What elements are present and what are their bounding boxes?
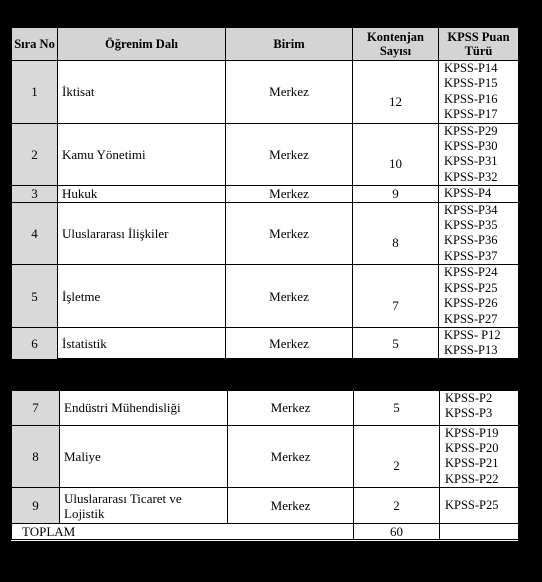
score-types: KPSS-P34 KPSS-P35 KPSS-P36 KPSS-P37 (439, 202, 519, 265)
total-empty-cell (440, 524, 519, 540)
row-number: 9 (12, 488, 60, 524)
score-types: KPSS-P24 KPSS-P25 KPSS-P26 KPSS-P27 (439, 265, 519, 328)
quota: 2 (354, 425, 440, 488)
total-value: 60 (354, 524, 440, 540)
quota-table-continued (11, 391, 519, 540)
row-number: 6 (12, 327, 58, 359)
table-row (12, 488, 519, 524)
quota: 10 (353, 123, 439, 186)
program-name: İktisat (58, 61, 226, 124)
score-types: KPSS-P2 KPSS-P3 (440, 391, 519, 425)
program-name: İşletme (58, 265, 226, 328)
program-name: Maliye (60, 425, 228, 488)
quota: 12 (353, 61, 439, 124)
table-row (12, 265, 519, 328)
row-number: 1 (12, 61, 58, 124)
score-types: KPSS-P19 KPSS-P20 KPSS-P21 KPSS-P22 (440, 425, 519, 488)
unit: Merkez (228, 488, 354, 524)
row-number: 2 (12, 123, 58, 186)
header-kontenjan: Kontenjan Sayısı (353, 28, 439, 61)
program-name: Kamu Yönetimi (58, 123, 226, 186)
table-row (12, 327, 519, 359)
table-row (12, 123, 519, 186)
header-puan-turu: KPSS Puan Türü (439, 28, 519, 61)
quota: 5 (354, 391, 440, 425)
unit: Merkez (226, 327, 353, 359)
quota: 8 (353, 202, 439, 265)
row-number: 3 (12, 186, 58, 202)
score-types: KPSS-P4 (439, 186, 519, 202)
row-number: 4 (12, 202, 58, 265)
score-types: KPSS- P12 KPSS-P13 (439, 327, 519, 359)
quota-table (11, 27, 519, 360)
header-sira: Sıra No (12, 28, 58, 61)
quota: 7 (353, 265, 439, 328)
header-birim: Birim (226, 28, 353, 61)
unit: Merkez (226, 61, 353, 124)
table-row (12, 61, 519, 124)
program-name: Uluslararası Ticaret ve Lojistik (60, 488, 228, 524)
table-row (12, 391, 519, 425)
unit: Merkez (226, 202, 353, 265)
unit: Merkez (228, 391, 354, 425)
unit: Merkez (226, 123, 353, 186)
table-row (12, 202, 519, 265)
row-number: 8 (12, 425, 60, 488)
program-name: Hukuk (58, 186, 226, 202)
table-page-1 (11, 27, 518, 358)
table-page-2 (11, 391, 518, 541)
score-types: KPSS-P14 KPSS-P15 KPSS-P16 KPSS-P17 (439, 61, 519, 124)
quota: 9 (353, 186, 439, 202)
table-row (12, 186, 519, 202)
score-types: KPSS-P29 KPSS-P30 KPSS-P31 KPSS-P32 (439, 123, 519, 186)
score-types: KPSS-P25 (440, 488, 519, 524)
table-row (12, 425, 519, 488)
row-number: 5 (12, 265, 58, 328)
program-name: Uluslararası İlişkiler (58, 202, 226, 265)
quota: 2 (354, 488, 440, 524)
program-name: İstatistik (58, 327, 226, 359)
program-name: Endüstri Mühendisliği (60, 391, 228, 425)
unit: Merkez (228, 425, 354, 488)
unit: Merkez (226, 186, 353, 202)
table-header-row (12, 28, 519, 61)
total-label: TOPLAM (12, 524, 354, 540)
unit: Merkez (226, 265, 353, 328)
total-row (12, 524, 519, 540)
row-number: 7 (12, 391, 60, 425)
quota: 5 (353, 327, 439, 359)
header-ogrenim-dali: Öğrenim Dalı (58, 28, 226, 61)
